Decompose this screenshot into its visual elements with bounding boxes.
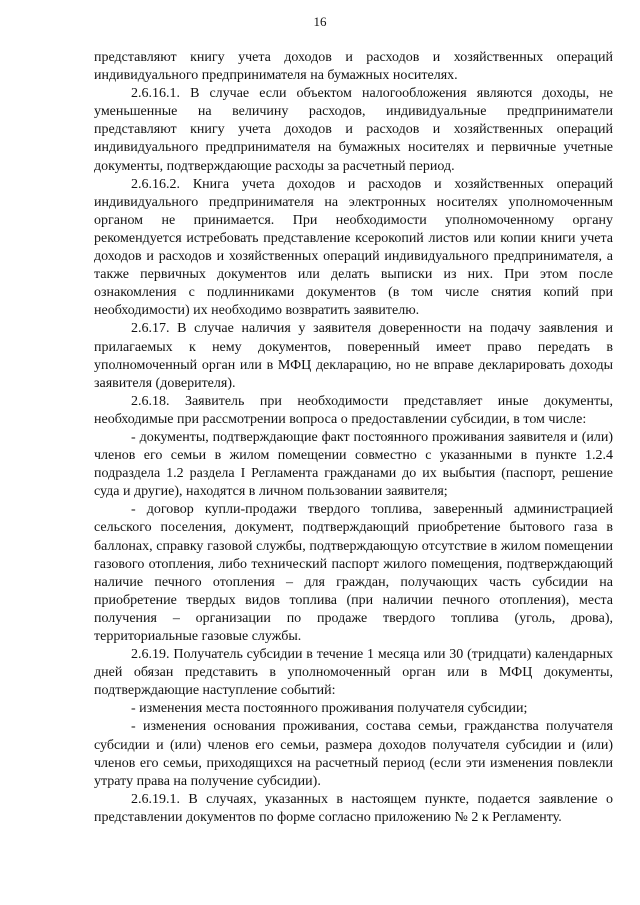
paragraph-2-6-16-1: 2.6.16.1. В случае если объектом налогообложения являются доходы, не уменьшенные на величину расходов, индивидуальные предприниматели представляют книгу учета доходов и расходов и хозяйственных операций индивидуального предпринимателя на бумажных носителях и первичные учетные документы, подтверждающие расходы за расчетный период. — [94, 86, 613, 174]
list-item-residence-documents: - документы, подтверждающие факт постоянного проживания заявителя и (или) членов его семьи в жилом помещении совместно с указанными в пункте 1.2.4 подраздела 1.2 раздела I Регламента гражданами до их выбытия (паспорт, решение суда и другие), находятся в личном пользовании заявителя; — [94, 429, 613, 500]
page-number: 16 — [313, 14, 327, 29]
document-body — [94, 49, 613, 827]
list-item-basis-change: - изменения основания проживания, состава семьи, гражданства получателя субсидии и (или) членов его семьи, размера доходов получателя субсидии и (или) членов его семьи, приходящихся на расчетный период (если эти изменения повлекли утрату права на получение субсидии). — [94, 719, 613, 789]
list-item-residence-change: - изменения места постоянного проживания получателя субсидии; — [131, 701, 528, 717]
paragraph-2-6-19: 2.6.19. Получатель субсидии в течение 1 месяца или 30 (тридцати) календарных дней обязан представить в уполномоченный орган или в МФЦ документы, подтверждающие наступление событий: — [94, 647, 613, 699]
paragraph-2-6-17: 2.6.17. В случае наличия у заявителя доверенности на подачу заявления и прилагаемых к нему документов, поверенный имеет право передать в уполномоченный орган или в МФЦ декларацию, но не вправе декларировать доходы заявителя (доверителя). — [94, 321, 613, 391]
paragraph-2-6-16-2: 2.6.16.2. Книга учета доходов и расходов и хозяйственных операций индивидуального предпринимателя на электронных носителях уполномоченным органом не принимается. При необходимости уполномоченному органу рекомендуется истребовать представление ксерокопий листов или копии книги учета доходов и расходов и хозяйственных операций индивидуального предпринимателя, а также первичных документов или делать выписки из них. При этом после ознакомления с подлинниками документов (в том числе снятия копий при необходимости) их необходимо возвратить заявителю. — [94, 176, 613, 319]
paragraph-continuation: представляют книгу учета доходов и расходов и хозяйственных операций индивидуального предпринимателя на бумажных носителях. — [94, 50, 613, 84]
list-item-fuel-contract: - договор купли-продажи твердого топлива, заверенный администрацией сельского поселения, документ, подтверждающий приобретение бытового газа в баллонах, справку газовой службы, подтверждающую отсутствие в жилом помещении газового отопления, либо технический паспорт жилого помещения, подтверждающий наличие печного отопления – для граждан, получающих часть субсидии на приобретение твердых видов топлива (при наличии печного отопления), места получения – организации по продаже твердого топлива (уголь, дрова), территориальные газовые службы. — [94, 502, 613, 644]
paragraph-2-6-19-1: 2.6.19.1. В случаях, указанных в настоящем пункте, подается заявление о представлении документов по форме согласно приложению № 2 к Регламенту. — [94, 791, 613, 825]
paragraph-2-6-18: 2.6.18. Заявитель при необходимости представляет иные документы, необходимые при рассмотрении вопроса о предоставлении субсидии, в том числе: — [94, 393, 613, 427]
